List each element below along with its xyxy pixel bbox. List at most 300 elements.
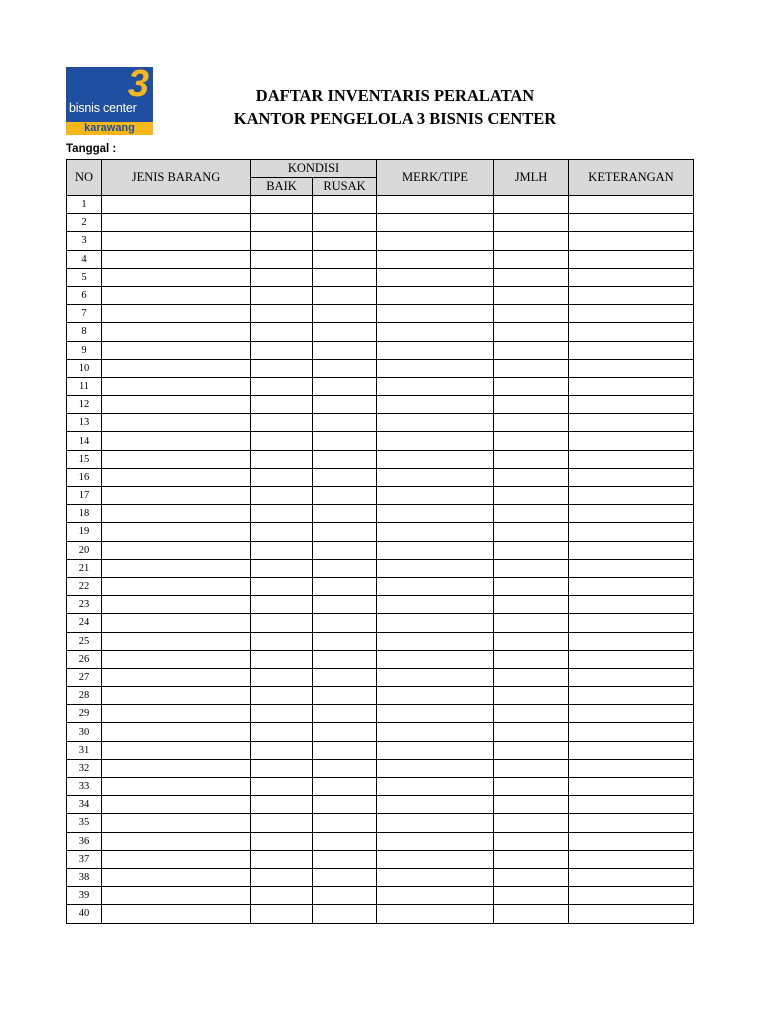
cell-keterangan: [569, 850, 694, 868]
cell-rusak: [313, 778, 377, 796]
cell-baik: [251, 650, 313, 668]
cell-jenis-barang: [102, 850, 251, 868]
cell-rusak: [313, 905, 377, 923]
cell-merk-tipe: [377, 796, 494, 814]
cell-jmlh: [494, 577, 569, 595]
cell-merk-tipe: [377, 286, 494, 304]
cell-merk-tipe: [377, 541, 494, 559]
row-number: 38: [67, 868, 102, 886]
cell-rusak: [313, 741, 377, 759]
cell-jmlh: [494, 214, 569, 232]
cell-keterangan: [569, 778, 694, 796]
cell-jmlh: [494, 414, 569, 432]
cell-jmlh: [494, 868, 569, 886]
cell-keterangan: [569, 905, 694, 923]
cell-jmlh: [494, 523, 569, 541]
cell-jenis-barang: [102, 759, 251, 777]
cell-jenis-barang: [102, 305, 251, 323]
cell-keterangan: [569, 796, 694, 814]
cell-baik: [251, 559, 313, 577]
cell-rusak: [313, 559, 377, 577]
cell-baik: [251, 305, 313, 323]
cell-baik: [251, 905, 313, 923]
cell-keterangan: [569, 887, 694, 905]
cell-rusak: [313, 359, 377, 377]
cell-keterangan: [569, 723, 694, 741]
table-row: [67, 359, 694, 377]
cell-jenis-barang: [102, 905, 251, 923]
cell-rusak: [313, 432, 377, 450]
cell-jmlh: [494, 596, 569, 614]
cell-rusak: [313, 650, 377, 668]
cell-rusak: [313, 468, 377, 486]
cell-rusak: [313, 868, 377, 886]
cell-jmlh: [494, 541, 569, 559]
cell-jmlh: [494, 814, 569, 832]
row-number: 3: [67, 232, 102, 250]
table-row: [67, 432, 694, 450]
cell-merk-tipe: [377, 596, 494, 614]
cell-baik: [251, 577, 313, 595]
cell-rusak: [313, 323, 377, 341]
cell-jmlh: [494, 905, 569, 923]
cell-merk-tipe: [377, 523, 494, 541]
cell-baik: [251, 341, 313, 359]
col-header-baik: BAIK: [251, 178, 313, 196]
cell-merk-tipe: [377, 396, 494, 414]
table-row: [67, 687, 694, 705]
row-number: 14: [67, 432, 102, 450]
table-row: [67, 196, 694, 214]
cell-jmlh: [494, 668, 569, 686]
cell-jenis-barang: [102, 614, 251, 632]
cell-jenis-barang: [102, 450, 251, 468]
cell-keterangan: [569, 214, 694, 232]
row-number: 8: [67, 323, 102, 341]
cell-jmlh: [494, 505, 569, 523]
cell-keterangan: [569, 232, 694, 250]
cell-merk-tipe: [377, 377, 494, 395]
cell-keterangan: [569, 323, 694, 341]
row-number: 31: [67, 741, 102, 759]
row-number: 15: [67, 450, 102, 468]
cell-keterangan: [569, 868, 694, 886]
cell-baik: [251, 759, 313, 777]
table-row: [67, 778, 694, 796]
cell-merk-tipe: [377, 341, 494, 359]
cell-rusak: [313, 632, 377, 650]
cell-baik: [251, 887, 313, 905]
cell-jenis-barang: [102, 796, 251, 814]
table-row: [67, 887, 694, 905]
row-number: 19: [67, 523, 102, 541]
cell-baik: [251, 705, 313, 723]
company-logo: [66, 67, 153, 135]
cell-jenis-barang: [102, 377, 251, 395]
cell-merk-tipe: [377, 577, 494, 595]
cell-jmlh: [494, 468, 569, 486]
cell-keterangan: [569, 814, 694, 832]
cell-baik: [251, 214, 313, 232]
cell-keterangan: [569, 250, 694, 268]
cell-jmlh: [494, 487, 569, 505]
row-number: 6: [67, 286, 102, 304]
cell-baik: [251, 359, 313, 377]
cell-merk-tipe: [377, 505, 494, 523]
table-row: [67, 541, 694, 559]
cell-rusak: [313, 850, 377, 868]
cell-jmlh: [494, 196, 569, 214]
cell-rusak: [313, 887, 377, 905]
cell-merk-tipe: [377, 632, 494, 650]
cell-merk-tipe: [377, 832, 494, 850]
table-row: [67, 323, 694, 341]
table-row: [67, 523, 694, 541]
cell-jenis-barang: [102, 432, 251, 450]
cell-jenis-barang: [102, 741, 251, 759]
cell-rusak: [313, 614, 377, 632]
row-number: 37: [67, 850, 102, 868]
row-number: 25: [67, 632, 102, 650]
cell-baik: [251, 432, 313, 450]
row-number: 30: [67, 723, 102, 741]
cell-merk-tipe: [377, 650, 494, 668]
cell-jmlh: [494, 268, 569, 286]
cell-jenis-barang: [102, 214, 251, 232]
table-row: [67, 650, 694, 668]
row-number: 39: [67, 887, 102, 905]
cell-baik: [251, 232, 313, 250]
cell-keterangan: [569, 687, 694, 705]
cell-keterangan: [569, 359, 694, 377]
col-header-kondisi: KONDISI: [251, 160, 377, 178]
cell-baik: [251, 778, 313, 796]
cell-baik: [251, 450, 313, 468]
cell-rusak: [313, 759, 377, 777]
table-row: [67, 868, 694, 886]
cell-jenis-barang: [102, 468, 251, 486]
row-number: 10: [67, 359, 102, 377]
cell-keterangan: [569, 650, 694, 668]
table-row: [67, 741, 694, 759]
document-title-line1: DAFTAR INVENTARIS PERALATAN: [255, 86, 535, 105]
cell-baik: [251, 377, 313, 395]
cell-jenis-barang: [102, 687, 251, 705]
cell-jmlh: [494, 796, 569, 814]
cell-rusak: [313, 505, 377, 523]
cell-keterangan: [569, 450, 694, 468]
cell-jenis-barang: [102, 632, 251, 650]
cell-merk-tipe: [377, 432, 494, 450]
col-header-jenis-barang: JENIS BARANG: [102, 160, 251, 196]
cell-jmlh: [494, 850, 569, 868]
table-row: [67, 850, 694, 868]
table-row: [67, 614, 694, 632]
cell-jmlh: [494, 650, 569, 668]
cell-merk-tipe: [377, 887, 494, 905]
table-row: [67, 505, 694, 523]
cell-keterangan: [569, 487, 694, 505]
cell-jenis-barang: [102, 523, 251, 541]
table-row: [67, 759, 694, 777]
cell-keterangan: [569, 523, 694, 541]
col-header-keterangan: KETERANGAN: [569, 160, 694, 196]
cell-jmlh: [494, 723, 569, 741]
cell-merk-tipe: [377, 723, 494, 741]
cell-jmlh: [494, 687, 569, 705]
table-row: [67, 577, 694, 595]
cell-merk-tipe: [377, 850, 494, 868]
cell-merk-tipe: [377, 468, 494, 486]
table-row: [67, 723, 694, 741]
cell-jmlh: [494, 305, 569, 323]
table-body: [67, 196, 694, 924]
cell-merk-tipe: [377, 614, 494, 632]
cell-jmlh: [494, 377, 569, 395]
cell-merk-tipe: [377, 868, 494, 886]
cell-merk-tipe: [377, 814, 494, 832]
cell-rusak: [313, 305, 377, 323]
col-header-jmlh: JMLH: [494, 160, 569, 196]
table-row: [67, 559, 694, 577]
cell-rusak: [313, 814, 377, 832]
cell-merk-tipe: [377, 414, 494, 432]
cell-baik: [251, 614, 313, 632]
logo-number: 3: [127, 67, 149, 105]
cell-keterangan: [569, 759, 694, 777]
cell-jmlh: [494, 341, 569, 359]
date-label: Tanggal :: [66, 143, 117, 155]
cell-merk-tipe: [377, 487, 494, 505]
cell-jenis-barang: [102, 396, 251, 414]
cell-baik: [251, 268, 313, 286]
cell-keterangan: [569, 632, 694, 650]
cell-jmlh: [494, 396, 569, 414]
cell-rusak: [313, 832, 377, 850]
cell-jenis-barang: [102, 341, 251, 359]
cell-keterangan: [569, 468, 694, 486]
cell-jmlh: [494, 323, 569, 341]
cell-baik: [251, 814, 313, 832]
document-title-line2: KANTOR PENGELOLA 3 BISNIS CENTER: [233, 109, 557, 128]
table-row: [67, 305, 694, 323]
cell-jmlh: [494, 432, 569, 450]
cell-rusak: [313, 396, 377, 414]
cell-merk-tipe: [377, 559, 494, 577]
cell-baik: [251, 505, 313, 523]
cell-keterangan: [569, 505, 694, 523]
table-row: [67, 905, 694, 923]
cell-jenis-barang: [102, 487, 251, 505]
row-number: 24: [67, 614, 102, 632]
cell-baik: [251, 196, 313, 214]
cell-baik: [251, 541, 313, 559]
cell-rusak: [313, 687, 377, 705]
cell-jmlh: [494, 832, 569, 850]
row-number: 33: [67, 778, 102, 796]
table-row: [67, 268, 694, 286]
cell-baik: [251, 523, 313, 541]
cell-jenis-barang: [102, 250, 251, 268]
cell-baik: [251, 632, 313, 650]
cell-keterangan: [569, 541, 694, 559]
cell-baik: [251, 286, 313, 304]
cell-baik: [251, 468, 313, 486]
cell-rusak: [313, 723, 377, 741]
row-number: 32: [67, 759, 102, 777]
logo-city: karawang: [66, 122, 153, 135]
cell-rusak: [313, 523, 377, 541]
cell-merk-tipe: [377, 687, 494, 705]
cell-keterangan: [569, 268, 694, 286]
cell-jmlh: [494, 759, 569, 777]
cell-rusak: [313, 705, 377, 723]
row-number: 27: [67, 668, 102, 686]
table-row: [67, 450, 694, 468]
row-number: 21: [67, 559, 102, 577]
row-number: 5: [67, 268, 102, 286]
cell-baik: [251, 850, 313, 868]
cell-baik: [251, 396, 313, 414]
row-number: 12: [67, 396, 102, 414]
cell-jenis-barang: [102, 232, 251, 250]
cell-jmlh: [494, 632, 569, 650]
col-header-merk-tipe: MERK/TIPE: [377, 160, 494, 196]
cell-jenis-barang: [102, 196, 251, 214]
cell-jenis-barang: [102, 359, 251, 377]
cell-merk-tipe: [377, 778, 494, 796]
col-header-rusak: RUSAK: [313, 178, 377, 196]
cell-merk-tipe: [377, 905, 494, 923]
cell-baik: [251, 868, 313, 886]
table-row: [67, 377, 694, 395]
cell-rusak: [313, 196, 377, 214]
cell-jenis-barang: [102, 705, 251, 723]
cell-jmlh: [494, 778, 569, 796]
cell-baik: [251, 723, 313, 741]
cell-jmlh: [494, 250, 569, 268]
row-number: 16: [67, 468, 102, 486]
cell-keterangan: [569, 396, 694, 414]
cell-jmlh: [494, 887, 569, 905]
cell-merk-tipe: [377, 268, 494, 286]
cell-keterangan: [569, 196, 694, 214]
row-number: 2: [67, 214, 102, 232]
cell-jenis-barang: [102, 541, 251, 559]
cell-rusak: [313, 250, 377, 268]
cell-baik: [251, 414, 313, 432]
cell-merk-tipe: [377, 196, 494, 214]
row-number: 1: [67, 196, 102, 214]
table-row: [67, 214, 694, 232]
cell-keterangan: [569, 305, 694, 323]
cell-merk-tipe: [377, 705, 494, 723]
row-number: 23: [67, 596, 102, 614]
table-row: [67, 396, 694, 414]
cell-keterangan: [569, 668, 694, 686]
logo-name: bisnis center: [69, 101, 137, 115]
cell-merk-tipe: [377, 250, 494, 268]
cell-keterangan: [569, 705, 694, 723]
cell-baik: [251, 687, 313, 705]
row-number: 26: [67, 650, 102, 668]
row-number: 20: [67, 541, 102, 559]
cell-jenis-barang: [102, 887, 251, 905]
cell-jenis-barang: [102, 668, 251, 686]
cell-rusak: [313, 487, 377, 505]
cell-merk-tipe: [377, 232, 494, 250]
table-row: [67, 341, 694, 359]
cell-rusak: [313, 232, 377, 250]
cell-rusak: [313, 377, 377, 395]
cell-jmlh: [494, 359, 569, 377]
cell-jenis-barang: [102, 596, 251, 614]
cell-rusak: [313, 341, 377, 359]
row-number: 17: [67, 487, 102, 505]
cell-rusak: [313, 414, 377, 432]
cell-jmlh: [494, 450, 569, 468]
row-number: 36: [67, 832, 102, 850]
cell-jenis-barang: [102, 814, 251, 832]
cell-jenis-barang: [102, 286, 251, 304]
cell-jmlh: [494, 559, 569, 577]
row-number: 4: [67, 250, 102, 268]
cell-merk-tipe: [377, 450, 494, 468]
cell-rusak: [313, 668, 377, 686]
cell-baik: [251, 832, 313, 850]
cell-keterangan: [569, 377, 694, 395]
cell-baik: [251, 250, 313, 268]
cell-baik: [251, 596, 313, 614]
row-number: 13: [67, 414, 102, 432]
cell-baik: [251, 741, 313, 759]
cell-rusak: [313, 268, 377, 286]
cell-keterangan: [569, 741, 694, 759]
cell-baik: [251, 796, 313, 814]
table-row: [67, 814, 694, 832]
cell-jenis-barang: [102, 778, 251, 796]
cell-jenis-barang: [102, 650, 251, 668]
cell-jmlh: [494, 232, 569, 250]
cell-keterangan: [569, 414, 694, 432]
table-row: [67, 250, 694, 268]
cell-keterangan: [569, 559, 694, 577]
cell-jenis-barang: [102, 323, 251, 341]
table-row: [67, 705, 694, 723]
cell-merk-tipe: [377, 305, 494, 323]
cell-baik: [251, 668, 313, 686]
col-header-no: NO: [67, 160, 102, 196]
cell-jenis-barang: [102, 723, 251, 741]
cell-jenis-barang: [102, 414, 251, 432]
cell-jmlh: [494, 705, 569, 723]
row-number: 18: [67, 505, 102, 523]
cell-jenis-barang: [102, 868, 251, 886]
cell-rusak: [313, 796, 377, 814]
row-number: 40: [67, 905, 102, 923]
table-row: [67, 468, 694, 486]
table-row: [67, 632, 694, 650]
row-number: 34: [67, 796, 102, 814]
inventory-table: [66, 159, 694, 924]
row-number: 28: [67, 687, 102, 705]
cell-rusak: [313, 214, 377, 232]
cell-jmlh: [494, 614, 569, 632]
row-number: 7: [67, 305, 102, 323]
cell-keterangan: [569, 577, 694, 595]
row-number: 11: [67, 377, 102, 395]
cell-keterangan: [569, 596, 694, 614]
